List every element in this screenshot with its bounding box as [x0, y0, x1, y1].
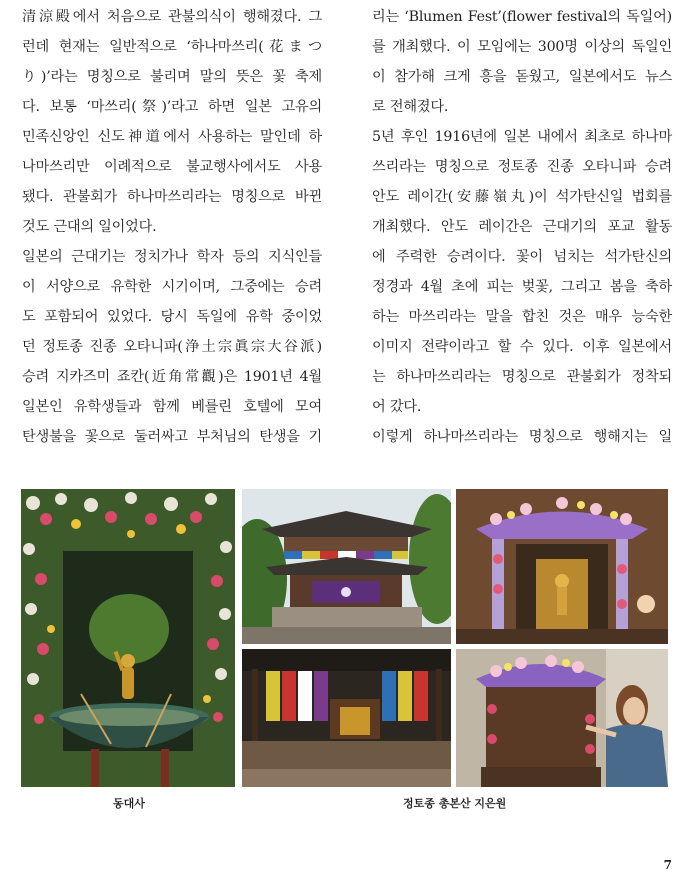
body-line: 탄생불을 꽃으로 둘러싸고 부처님의 탄생을 기: [22, 429, 322, 445]
photo-todaiji-flower-shrine: [21, 489, 235, 787]
body-line: 이 참가해 크게 흥을 돋웠고, 일본에서도 뉴스: [372, 69, 672, 85]
body-line: 이렇게 하나마쓰리라는 명칭으로 행해지는 일: [372, 429, 672, 445]
body-line: 정경과 4월 초에 피는 벚꽃, 그리고 봄을 축하: [372, 279, 672, 295]
body-line: 를 개최했다. 이 모임에는 300명 이상의 독일인: [372, 39, 672, 55]
body-line: 개최했다. 안도 레이간은 근대기의 포교 활동: [372, 219, 672, 235]
photo-visitor-at-flower-shrine: [456, 649, 668, 787]
photo-flower-shrine-interior: [456, 489, 668, 644]
body-line: 이미지 전략이라고 할 수 있다. 이후 일본에서: [372, 339, 672, 355]
page-number: 7: [663, 858, 672, 872]
body-line: 됐다. 관불회가 하나마쓰리라는 명칭으로 바뀐: [22, 189, 322, 205]
body-line: 민족신앙인 신도神道에서 사용하는 말인데 하: [22, 129, 322, 145]
body-line: 쓰리라는 명칭으로 정토종 진종 오타니파 승려: [372, 159, 672, 175]
body-line: 나마쓰리만 이례적으로 불교행사에서도 사용: [22, 159, 322, 175]
body-line: 에 주력한 승려이다. 꽃이 넘치는 석가탄신의: [372, 249, 672, 265]
caption-right: 정토종 총본산 지은원: [403, 797, 507, 810]
photo-chionin-temple-gate: [242, 489, 451, 644]
right-text-column: [372, 2, 672, 452]
body-line: 런데 현재는 일반적으로 ‘하나마쓰리(花まつ: [22, 39, 322, 55]
body-line: 는 하나마쓰리라는 명칭으로 관불회가 정착되: [372, 369, 672, 385]
body-line: 안도 레이간(安藤嶺丸)이 석가탄신일 법회를: [372, 189, 672, 205]
body-line: 도 포함되어 있었다. 당시 독일에 유학 중이었: [22, 309, 322, 325]
body-line: 일본의 근대기는 정치가나 학자 등의 지식인들: [22, 249, 322, 265]
caption-left: 동대사: [113, 797, 145, 810]
body-line: 것도 근대의 일이었다.: [22, 219, 157, 235]
body-line: 일본인 유학생들과 함께 베를린 호텔에 모여: [22, 399, 322, 415]
body-line: 던 정토종 진종 오타니파(浄土宗眞宗大谷派): [22, 339, 322, 355]
body-line: 로 전해졌다.: [372, 99, 449, 115]
body-line: 리는 ‘Blumen Fest’(flower festival의 독일어): [372, 9, 672, 25]
body-line: 다. 보통 ‘마쓰리(祭)’라고 하면 일본 고유의: [22, 99, 322, 115]
body-line: り)’라는 명칭으로 불리며 말의 뜻은 꽃 축제: [22, 69, 322, 85]
photo-temple-hall-banners: [242, 649, 451, 787]
body-line: 5년 후인 1916년에 일본 내에서 최초로 하나마: [372, 129, 672, 145]
body-line: 승려 지카즈미 죠칸(近角常觀)은 1901년 4월: [22, 369, 322, 385]
body-line: 이 서양으로 유학한 시기이며, 그중에는 승려: [22, 279, 322, 295]
left-text-column: [22, 2, 322, 452]
body-line: 하는 마쓰리라는 말을 합친 것은 매우 능숙한: [372, 309, 672, 325]
body-line: 清涼殿에서 처음으로 관불의식이 행해졌다. 그: [22, 9, 322, 25]
body-line: 어 갔다.: [372, 399, 422, 415]
